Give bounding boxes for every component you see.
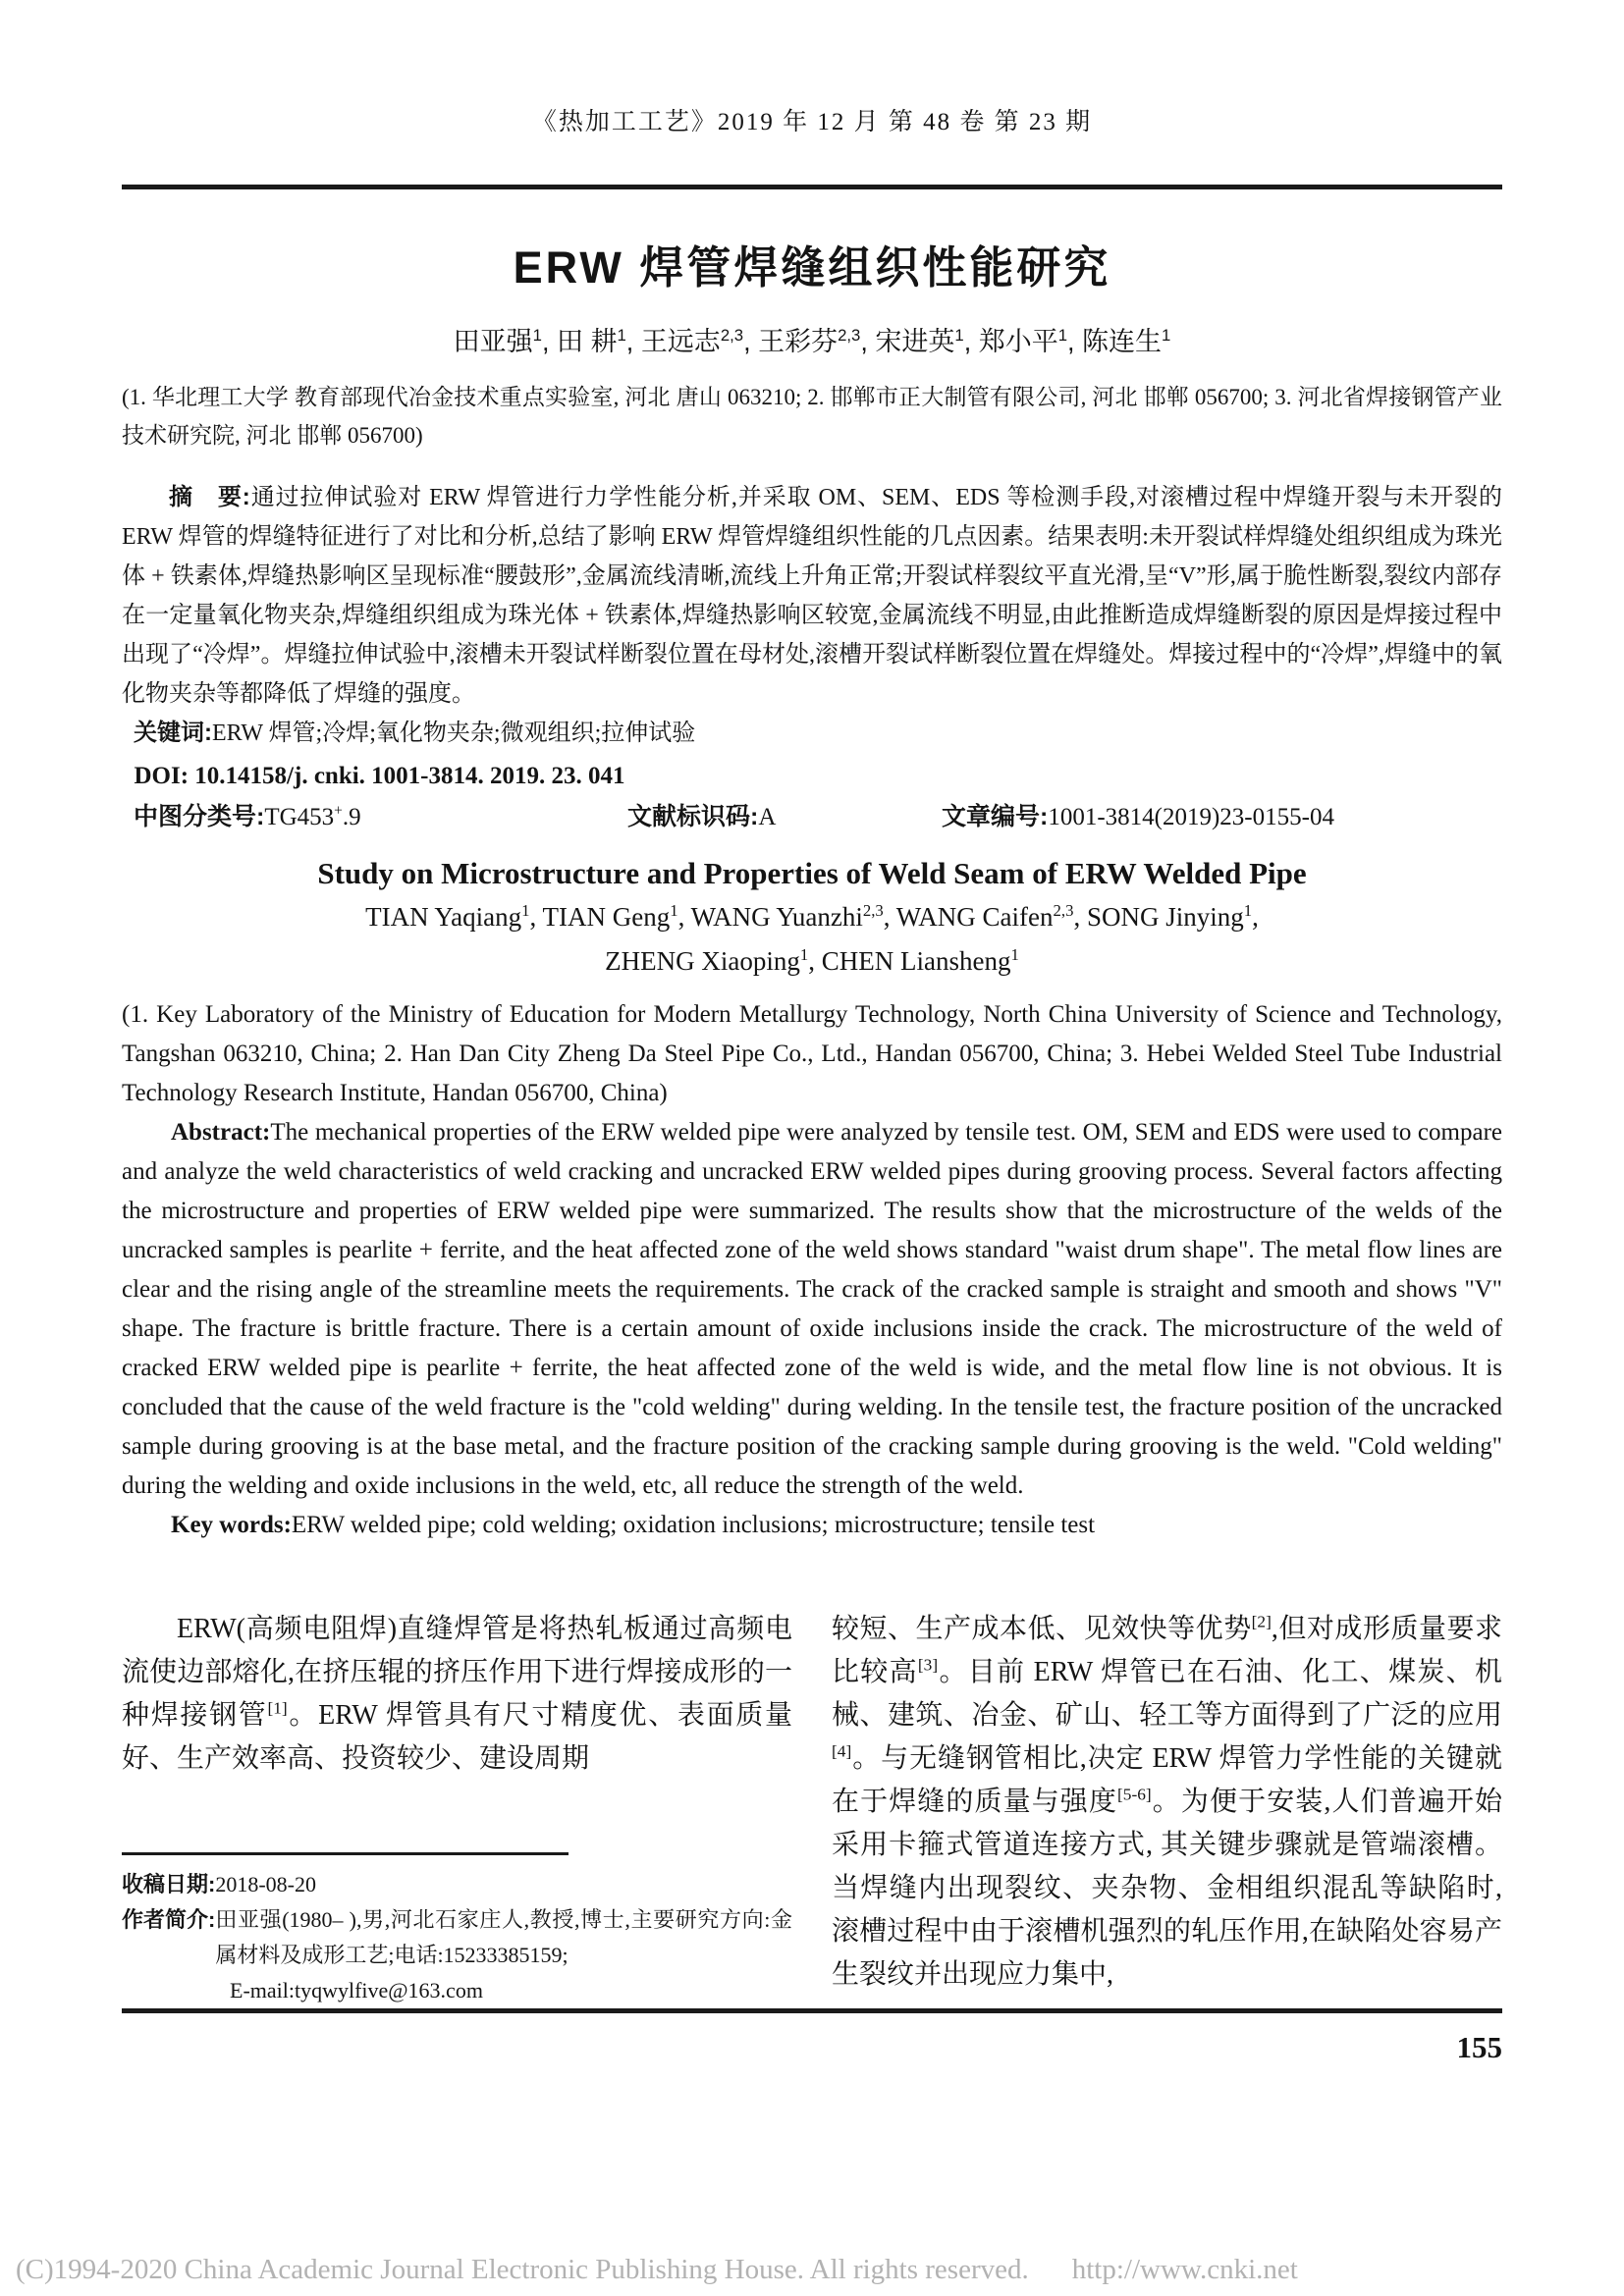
article-title-en: Study on Microstructure and Properties of Weld Seam of ERW Welded Pipe <box>317 856 1307 890</box>
footnote-block <box>122 1852 792 2008</box>
text-run: TG453 <box>264 804 335 830</box>
author-name: 田 耕 <box>556 327 618 356</box>
author-bio-text: 田亚强(1980– ),男,河北石家庄人,教授,博士,主要研究方向:金属材料及成形工艺;电话:15233385159; <box>215 1907 792 1967</box>
author <box>1087 902 1259 932</box>
author <box>758 327 875 356</box>
authors-en-line2 <box>122 939 1502 984</box>
copyright-line <box>16 2253 1606 2286</box>
author-superscript: 1 <box>617 326 626 345</box>
abstract-cn <box>122 478 1502 714</box>
page-number: 155 <box>1456 2030 1502 2064</box>
author-name: 田亚强 <box>453 327 533 356</box>
body-column-right <box>832 1608 1502 2008</box>
author-superscript: 1 <box>521 901 530 920</box>
author <box>1082 327 1170 356</box>
author-separator: , <box>808 946 822 976</box>
author-superscript: 1 <box>1243 901 1253 920</box>
author-separator: , <box>541 327 557 356</box>
abstract-cn-text: 通过拉伸试验对 ERW 焊管进行力学性能分析,并采取 OM、SEM、EDS 等检测手段,对滚槽过程中焊缝开裂与未开裂的 ERW 焊管的焊缝特征进行了对比和分析,总结了影响 ERW 焊管焊缝组织性能的几点因素。结果表明:未开裂试样焊缝处组织组成为珠光体 + 铁素体,焊缝热影响区呈现标准“腰鼓形”,金属流线清晰,流线上升角正常;开裂试样裂纹平直光滑,呈“V”形,属于脆性断裂,裂纹内部存在一定量氧化物夹杂,焊缝组织组成为珠光体 + 铁素体,焊缝热影响区较宽,金属流线不明显,由此推断造成焊缝断裂的原因是焊接过程中出现了“冷焊”。焊缝拉伸试验中,滚槽未开裂试样断裂位置在母材处,滚槽开裂试样断裂位置在焊缝处。焊接过程中的“冷焊”,焊缝中的氧化物夹杂等都降低了焊缝的强度。 <box>122 485 1502 707</box>
body-paragraph-right <box>832 1608 1502 1997</box>
footer-divider <box>122 2008 1502 2013</box>
author-separator: , <box>625 327 641 356</box>
clc-value <box>264 804 360 830</box>
doi-line: DOI: 10.14158/j. cnki. 1001-3814. 2019. 23. 041 <box>134 763 625 789</box>
affiliation-cn: (1. 华北理工大学 教育部现代冶金技术重点实验室, 河北 唐山 063210; 2. 邯郸市正大制管有限公司, 河北 邯郸 056700; 3. 河北省焊接钢管产业技术研究院, 河北 邯郸 056700) <box>122 385 1502 448</box>
author <box>557 327 641 356</box>
received-date <box>122 1867 792 1902</box>
received-date-label: 收稿日期: <box>122 1872 216 1896</box>
author <box>605 946 822 976</box>
author-separator: , <box>1067 327 1083 356</box>
classification-row <box>122 796 1502 838</box>
author <box>365 902 542 932</box>
reference-superscript: [3] <box>917 1655 939 1675</box>
text-run: .9 <box>342 804 361 830</box>
author <box>822 946 1019 976</box>
author <box>691 902 896 932</box>
header-divider <box>122 185 1502 189</box>
author-superscript: 1 <box>1057 326 1068 345</box>
article-id-label: 文章编号: <box>942 803 1049 830</box>
author-name: TIAN Geng <box>542 902 671 932</box>
keywords-en-text: ERW welded pipe; cold welding; oxidation inclusions; microstructure; tensile test <box>291 1512 1096 1538</box>
author-superscript: 2,3 <box>720 326 744 345</box>
author-superscript: 1 <box>799 945 809 964</box>
author-separator: , <box>1252 902 1259 932</box>
keywords-en <box>122 1506 1502 1545</box>
keywords-cn-label: 关键词: <box>134 720 212 746</box>
author-name: SONG Jinying <box>1086 902 1244 932</box>
text-run: 。目前 ERW 焊管已在石油、化工、煤炭、机械、建筑、冶金、矿山、轻工等方面得到了广泛的应用 <box>832 1657 1502 1731</box>
author-name: 王远志 <box>640 327 721 356</box>
article-title-cn: ERW 焊管焊缝组织性能研究 <box>513 242 1111 293</box>
author-name: ZHENG Xiaoping <box>605 946 800 976</box>
article-id-value: 1001-3814(2019)23-0155-04 <box>1048 804 1334 830</box>
author <box>454 327 557 356</box>
author <box>641 327 758 356</box>
keywords-cn-text: ERW 焊管;冷焊;氧化物夹杂;微观组织;拉伸试验 <box>212 721 696 746</box>
author-name: WANG Caifen <box>895 902 1054 932</box>
affiliation-en: (1. Key Laboratory of the Ministry of Education for Modern Metallurgy Technology, North China University of Science and Technology, Tangshan 063210, China; 2. Han Dan City Zheng Da Steel Pipe Co., Ltd., Handan 056700, China; 3. Hebei Welded Steel Tube Industrial Technology Research Institute, Handan 056700, China) <box>122 1001 1502 1106</box>
abstract-en-text: The mechanical properties of the ERW welded pipe were analyzed by tensile test. OM, SEM and EDS were used to compare and analyze the weld characteristics of weld cracking and uncracked ERW welded pipes during grooving process. Several factors affecting the microstructure and properties of ERW welded pipe were summarized. The results show that the microstructure of the welds of the uncracked samples is pearlite + ferrite, and the heat affected zone of the weld shows standard "waist drum shape". The metal flow lines are clear and the rising angle of the streamline meets the requirements. The crack of the cracked sample is straight and smooth and shows "V" shape. The fracture is brittle fracture. There is a certain amount of oxide inclusions inside the crack. The microstructure of the weld of cracked ERW welded pipe is pearlite + ferrite, the heat affected zone of the weld is wide, and the metal flow line is not obvious. It is concluded that the cause of the weld fracture is the "cold welding" during welding. In the tensile test, the fracture position of the uncracked sample during grooving is at the base metal, and the fracture position of the cracking sample during grooving is the weld. "Cold welding" during the welding and oxide inclusions in the weld, etc, all reduce the strength of the weld. <box>122 1119 1502 1499</box>
author-superscript: 1 <box>532 326 542 345</box>
author-separator: , <box>883 902 896 932</box>
author-name: 郑小平 <box>978 327 1058 356</box>
author-separator: , <box>860 327 876 356</box>
reference-superscript: [4] <box>832 1741 852 1761</box>
abstract-cn-label: 摘 要: <box>169 484 250 510</box>
author-separator: , <box>677 902 691 932</box>
author-bio-label: 作者简介: <box>122 1907 216 1932</box>
text-run: 。为便于安装,人们普遍开始采用卡箍式管道连接方式, 其关键步骤就是管端滚槽。当焊缝内出现裂纹、夹杂物、金相组织混乱等缺陷时, 滚槽过程中由于滚槽机强烈的轧压作用,在缺陷处容易产生裂纹并出现应力集中, <box>832 1787 1502 1990</box>
abstract-en <box>122 1113 1502 1506</box>
body-paragraph-left <box>122 1608 792 1781</box>
received-date-value: 2018-08-20 <box>215 1872 316 1896</box>
reference-superscript: + <box>334 802 343 820</box>
author-separator: , <box>963 327 979 356</box>
text-run: 较短、生产成本低、见效快等优势 <box>832 1614 1252 1644</box>
author-name: TIAN Yaqiang <box>365 902 522 932</box>
document-code-label: 文献标识码: <box>627 803 759 830</box>
author <box>896 902 1087 932</box>
text-run: 。ERW 焊管具有尺寸精度优、表面质量好、生产效率高、投资较少、建设周期 <box>122 1700 792 1774</box>
author-email: E-mail:tyqwylfive@163.com <box>230 1978 483 2002</box>
author-superscript: 2,3 <box>838 326 861 345</box>
author-superscript: 1 <box>1010 945 1019 964</box>
reference-superscript: [2] <box>1251 1612 1272 1631</box>
abstract-en-label: Abstract: <box>171 1119 271 1146</box>
body-columns <box>122 1608 1502 2008</box>
authors-en-line1 <box>122 895 1502 939</box>
author <box>543 902 691 932</box>
reference-superscript: [5-6] <box>1117 1785 1152 1804</box>
copyright-url: http://www.cnki.net <box>1071 2254 1298 2285</box>
author-name: 王彩芬 <box>758 327 839 356</box>
page-content <box>122 0 1502 2066</box>
author-superscript: 2,3 <box>1053 901 1074 920</box>
author-name: 陈连生 <box>1082 327 1163 356</box>
author-superscript: 1 <box>954 326 964 345</box>
keywords-en-label: Key words: <box>171 1512 292 1538</box>
author <box>875 327 978 356</box>
author-separator: , <box>1073 902 1087 932</box>
author-superscript: 1 <box>670 901 678 920</box>
author-separator: , <box>743 327 759 356</box>
author-bio <box>122 1902 792 1973</box>
copyright-notice: (C)1994-2020 China Academic Journal Electronic Publishing House. All rights reserved. <box>16 2254 1029 2285</box>
clc-label: 中图分类号: <box>134 803 265 830</box>
author <box>979 327 1082 356</box>
keywords-cn <box>122 714 1502 753</box>
article-id <box>942 796 1334 838</box>
author-name: CHEN Liansheng <box>821 946 1011 976</box>
document-code-value: A <box>758 804 777 830</box>
author-name: 宋进英 <box>875 327 955 356</box>
text-run: 。与无缝钢管相比,决定 ERW 焊管力学性能的关键就在于焊缝的质量与强度 <box>832 1743 1502 1817</box>
clc-number <box>122 796 627 838</box>
footnote-divider <box>122 1852 568 1855</box>
journal-header: 《热加工工艺》2019 年 12 月 第 48 卷 第 23 期 <box>531 109 1093 135</box>
author-superscript: 1 <box>1162 326 1171 345</box>
author-separator: , <box>529 902 543 932</box>
author-name: WANG Yuanzhi <box>690 902 863 932</box>
document-code <box>627 796 942 838</box>
text-run: ERW(高频电阻焊)直缝焊管是将热轧板通过高频电流使边部熔化,在挤压辊的挤压作用下进行焊接成形的一种焊接钢管 <box>122 1614 792 1731</box>
body-column-left <box>122 1608 792 2008</box>
author-superscript: 2,3 <box>862 901 884 920</box>
text-run: ,但对成形质量要求比较高 <box>832 1614 1502 1687</box>
reference-superscript: [1] <box>267 1698 288 1718</box>
authors-cn <box>122 325 1502 358</box>
